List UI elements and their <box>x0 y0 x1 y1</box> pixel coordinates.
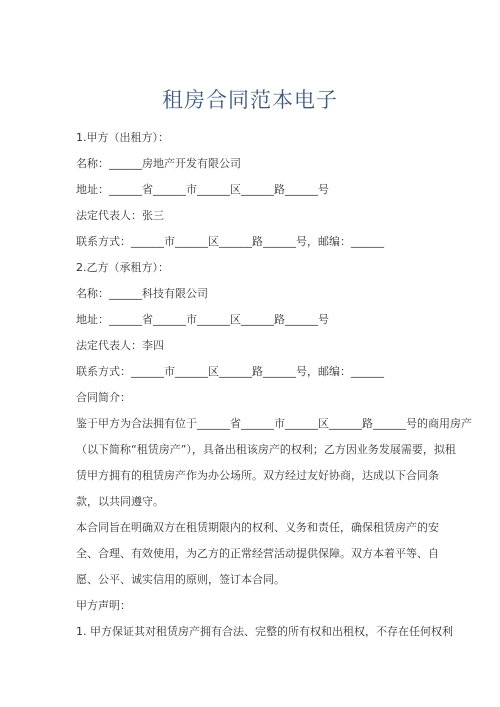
party-a-legal-representative: 法定代表人：张三 <box>76 209 164 222</box>
party-b-address: 地址：______省______市______区______路______号 <box>76 313 329 326</box>
purpose-paragraph-line: 本合同旨在明确双方在租赁期限内的权利、义务和责任，确保租赁房产的安 <box>76 521 439 534</box>
party-a-contact: 联系方式：______市______区______路______号，邮编：______ <box>76 235 384 248</box>
party-a-name: 名称：______房地产开发有限公司 <box>76 157 241 170</box>
summary-paragraph-line: （以下简称“租赁房产”），具备出租该房产的权利；乙方因业务发展需要，拟租 <box>76 443 456 456</box>
purpose-paragraph-line: 愿、公平、诚实信用的原则，签订本合同。 <box>76 573 285 586</box>
party-a-heading: 1.甲方（出租方）： <box>76 131 169 144</box>
party-b-legal-representative: 法定代表人：李四 <box>76 339 164 352</box>
summary-paragraph-line: 鉴于甲方为合法拥有位于______省______市______区______路______号的商用房产 <box>76 417 472 430</box>
party-b-name: 名称：______科技有限公司 <box>76 287 208 300</box>
party-a-address: 地址：______省______市______区______路______号 <box>76 183 329 196</box>
summary-paragraph-line: 款，以共同遵守。 <box>76 495 164 508</box>
purpose-paragraph-line: 全、合理、有效使用，为乙方的正常经营活动提供保障。双方本着平等、自 <box>76 547 439 560</box>
party-b-contact: 联系方式：______市______区______路______号，邮编：______ <box>76 365 384 378</box>
summary-paragraph-line: 赁甲方拥有的租赁房产作为办公场所。双方经过友好协商，达成以下合同条 <box>76 469 439 482</box>
document-title: 租房合同范本电子 <box>162 88 338 112</box>
party-b-heading: 2.乙方（承租方）： <box>76 261 169 274</box>
party-a-declaration-heading: 甲方声明： <box>76 599 131 612</box>
declaration-item-1: 1. 甲方保证其对租赁房产拥有合法、完整的所有权和出租权，不存在任何权利 <box>76 625 453 638</box>
contract-summary-heading: 合同简介： <box>76 391 131 404</box>
